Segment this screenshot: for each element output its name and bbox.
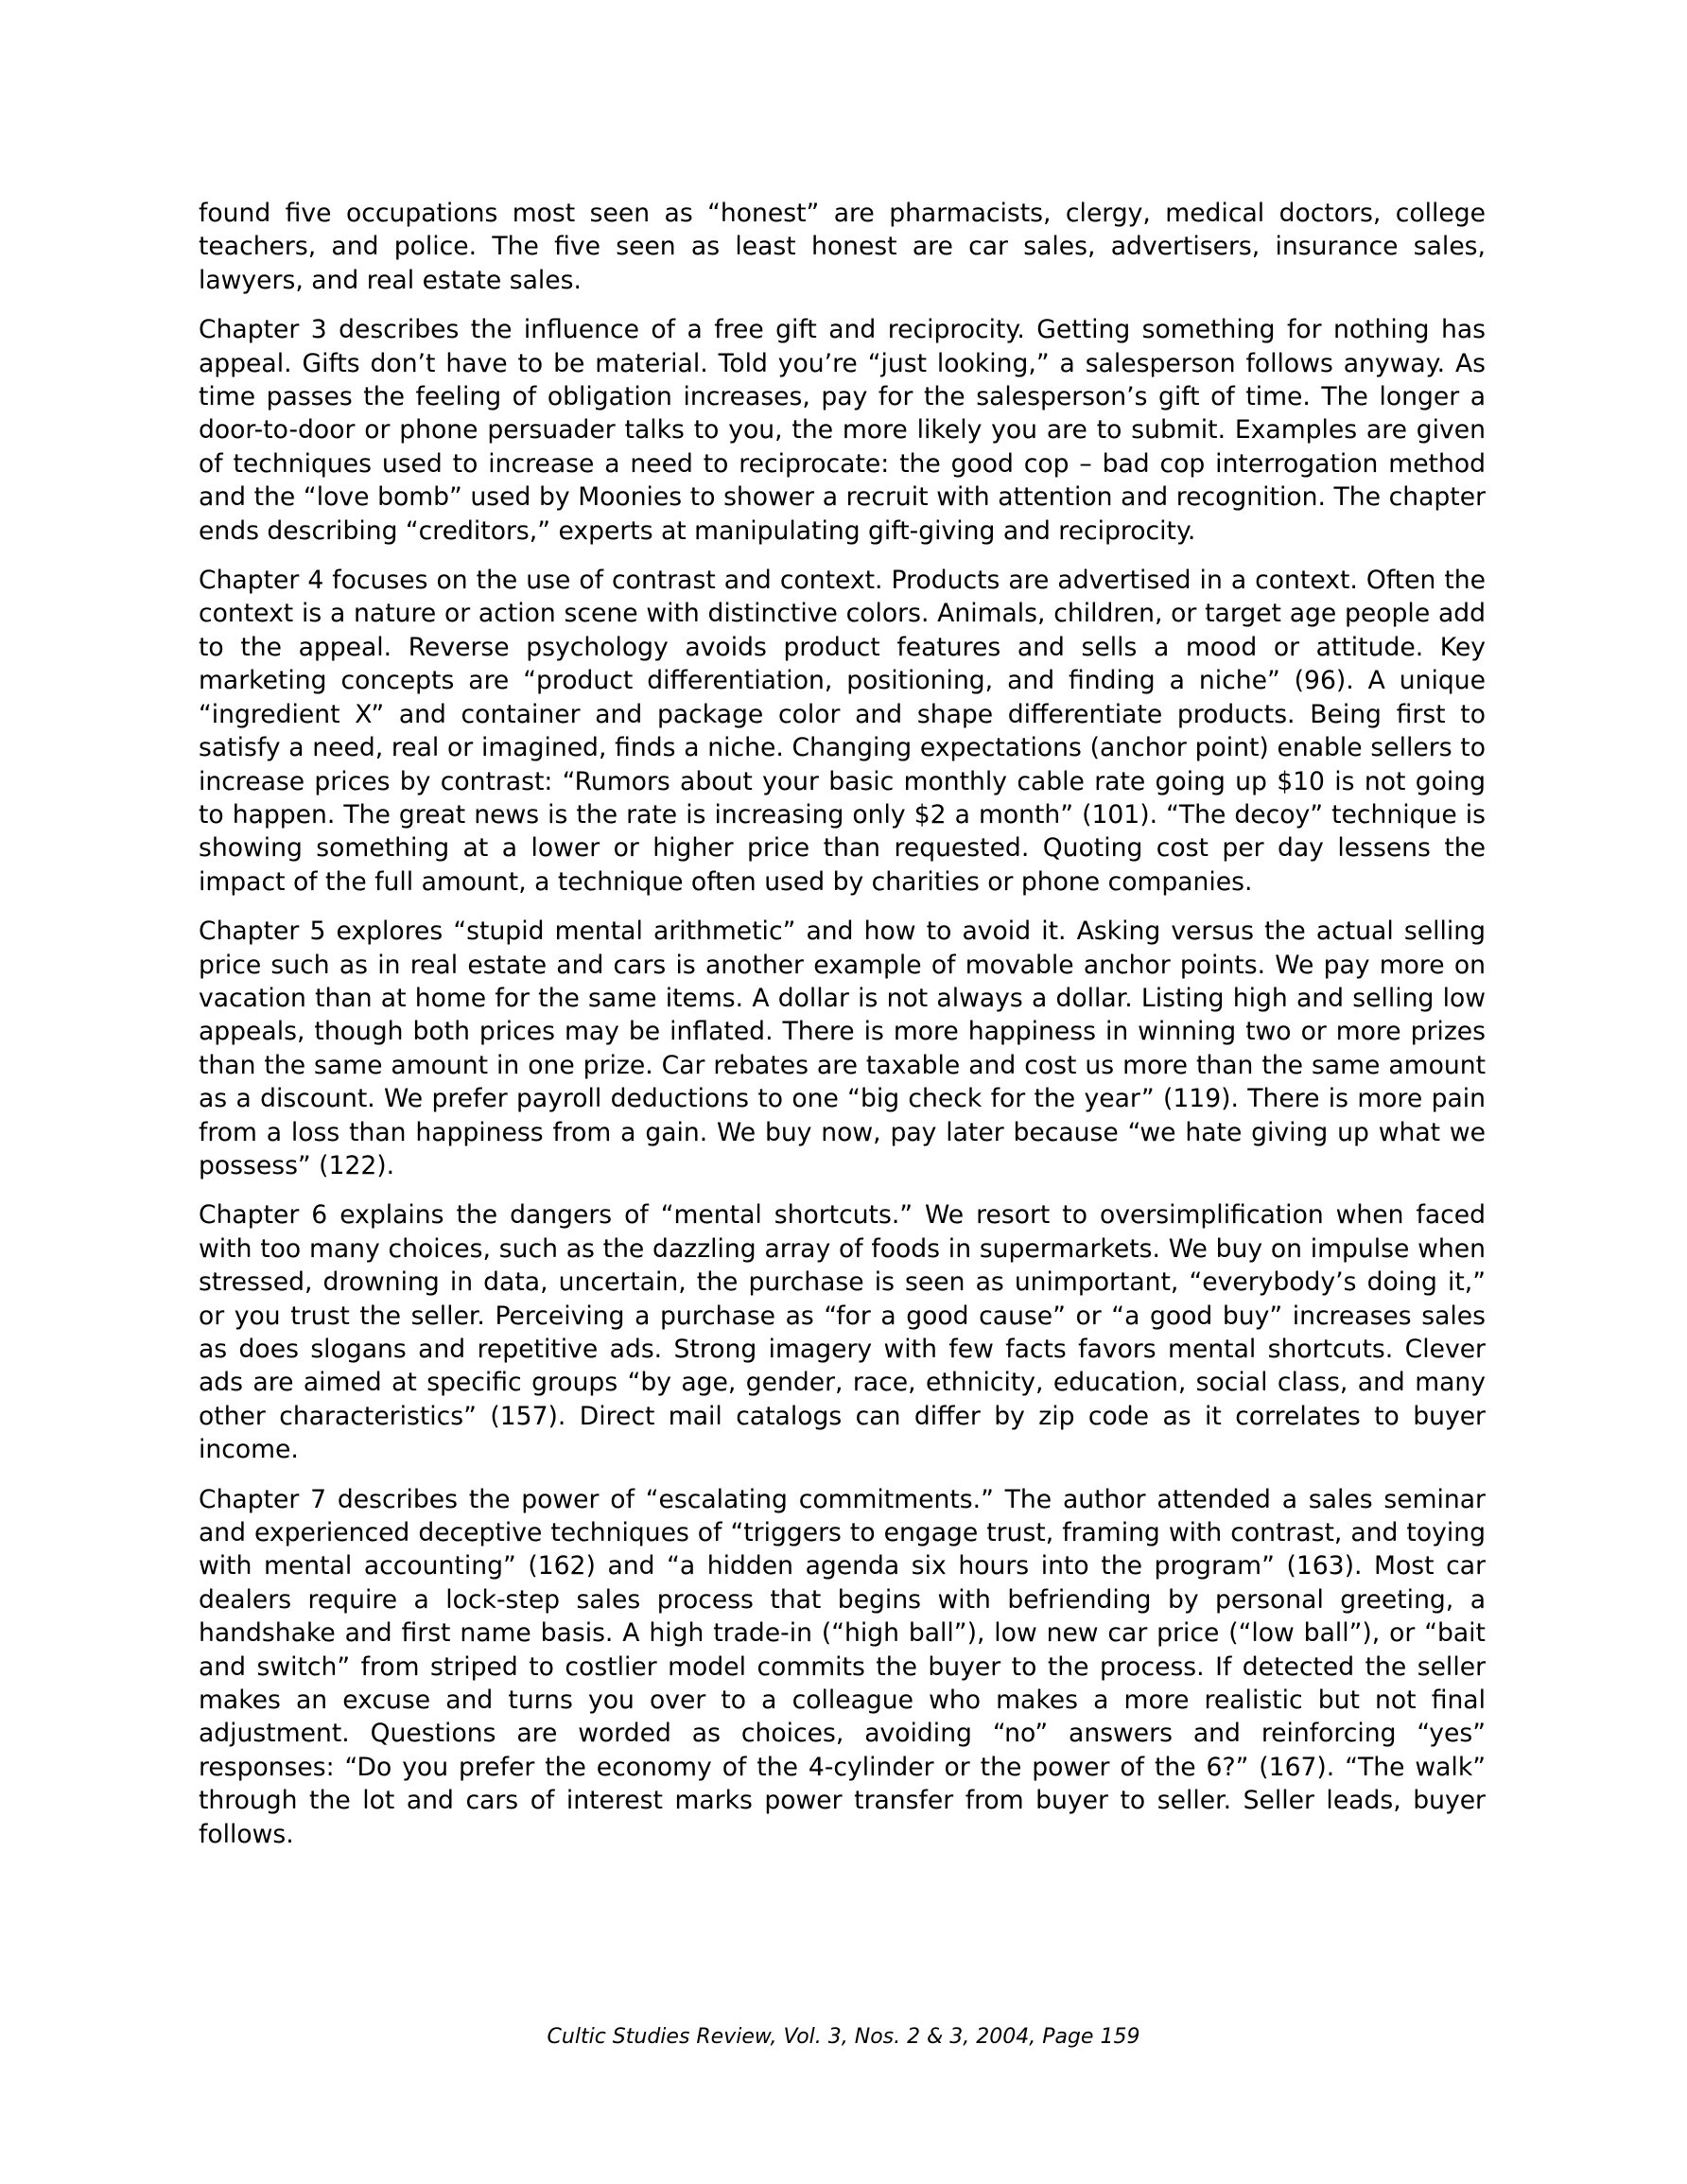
body-text (199, 197, 1486, 1867)
paragraph-chapter-6: Chapter 6 explains the dangers of “mental shortcuts.” We resort to oversimplification when faced with too many choices, such as the dazzling array of foods in supermarkets. We buy on impulse when stressed, drowning in data, uncertain, the purchase is seen as unimportant, “everybody’s doing it,” or you trust the seller. Perceiving a purchase as “for a good cause” or “a good buy” increases sales as does slogans and repetitive ads. Strong imagery with few facts favors mental shortcuts. Clever ads are aimed at specific groups “by age, gender, race, ethnicity, education, social class, and many other characteristics” (157). Direct mail catalogs can differ by zip code as it correlates to buyer income. (199, 1200, 1486, 1465)
paragraph-chapter-5: Chapter 5 explores “stupid mental arithmetic” and how to avoid it. Asking versus the actual selling price such as in real estate and cars is another example of movable anchor points. We pay more on vacation than at home for the same items. A dollar is not always a dollar. Listing high and selling low appeals, though both prices may be inflated. There is more happiness in winning two or more prizes than the same amount in one prize. Car rebates are taxable and cost us more than the same amount as a discount. We prefer payroll deductions to one “big check for the year” (119). There is more pain from a loss than happiness from a gain. We buy now, pay later because “we hate giving up what we possess” (122). (199, 917, 1486, 1180)
paragraph-chapter-3: Chapter 3 describes the influence of a free gift and reciprocity. Getting something for nothing has appeal. Gifts don’t have to be material. Told you’re “just looking,” a salesperson follows anyway. As time passes the feeling of obligation increases, pay for the salesperson’s gift of time. The longer a door-to-door or phone persuader talks to you, the more likely you are to submit. Examples are given of techniques used to increase a need to reciprocate: the good cop – bad cop interrogation method and the “love bomb” used by Moonies to shower a recruit with attention and recognition. The chapter ends describing “creditors,” experts at manipulating gift-giving and reciprocity. (199, 315, 1486, 546)
paragraph-chapter-4: Chapter 4 focuses on the use of contrast and context. Products are advertised in a context. Often the context is a nature or action scene with distinctive colors. Animals, children, or target age people add to the appeal. Reverse psychology avoids product features and sells a mood or attitude. Key marketing concepts are “product differentiation, positioning, and finding a niche” (96). A unique “ingredient X” and container and package color and shape differentiate products. Being first to satisfy a need, real or imagined, finds a niche. Changing expectations (anchor point) enable sellers to increase prices by contrast: “Rumors about your basic monthly cable rate going up $10 is not going to happen. The great news is the rate is increasing only $2 a month” (101). “The decoy” technique is showing something at a lower or higher price than requested. Quoting cost per day lessens the impact of the full amount, a technique often used by charities or phone companies. (199, 566, 1486, 897)
page-footer: Cultic Studies Review, Vol. 3, Nos. 2 & 3, 2004, Page 159 (547, 2025, 1140, 2049)
paragraph-chapter-7: Chapter 7 describes the power of “escalating commitments.” The author attended a sales seminar and experienced deceptive techniques of “triggers to engage trust, framing with contrast, and toying with mental accounting” (162) and “a hidden agenda six hours into the program” (163). Most car dealers require a lock-step sales process that begins with befriending by personal greeting, a handshake and first name basis. A high trade-in (“high ball”), low new car price (“low ball”), or “bait and switch” from striped to costlier model commits the buyer to the process. If detected the seller makes an excuse and turns you over to a colleague who makes a more realistic but not final adjustment. Questions are worded as choices, avoiding “no” answers and reinforcing “yes” responses: “Do you prefer the economy of the 4-cylinder or the power of the 6?” (167). “The walk” through the lot and cars of interest marks power transfer from buyer to seller. Seller leads, buyer follows. (199, 1484, 1486, 1849)
paragraph-honesty-survey: found five occupations most seen as “honest” are pharmacists, clergy, medical doctors, college teachers, and police. The five seen as least honest are car sales, advertisers, insurance sales, lawyers, and real estate sales. (199, 199, 1486, 295)
